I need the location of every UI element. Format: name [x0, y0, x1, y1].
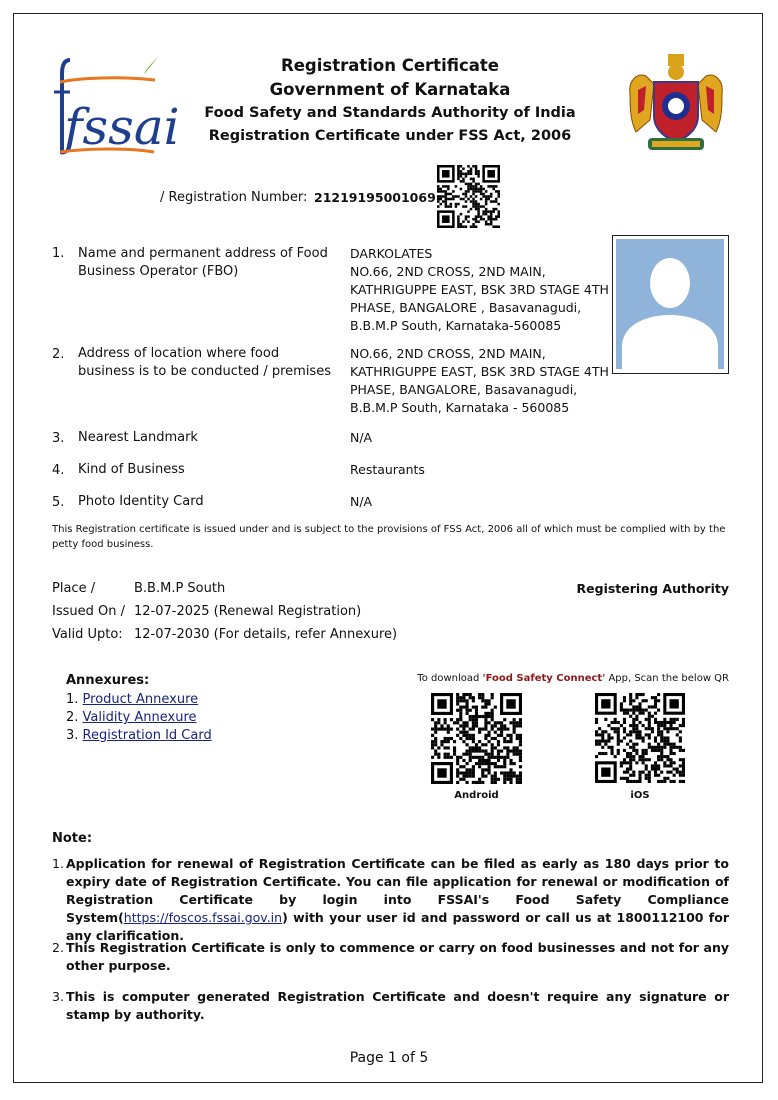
product-annexure-link[interactable]: Product Annexure: [82, 692, 199, 707]
registration-number-label: / Registration Number:: [160, 190, 308, 205]
row-1-value: DARKOLATES NO.66, 2ND CROSS, 2ND MAIN, KATHRIGUPPE EAST, BSK 3RD STAGE 4TH PHASE, BANGALORE , Basavanagudi, B.B.M.P South, Karnataka-560085: [350, 246, 609, 333]
annexures-heading: Annexures:: [66, 673, 150, 688]
registration-number: 21219195001069: [314, 190, 436, 205]
row-3-value: N/A: [350, 430, 373, 445]
row-2-value: NO.66, 2ND CROSS, 2ND MAIN, KATHRIGUPPE EAST, BSK 3RD STAGE 4TH PHASE, BANGALORE, Basavanagudi, B.B.M.P South, Karnataka - 560085: [350, 346, 609, 415]
ios-qr-code[interactable]: [595, 693, 685, 783]
place-value: B.B.M.P South: [134, 581, 226, 596]
row-4-label: Kind of Business: [78, 462, 185, 477]
row-2-number: 2.: [52, 347, 65, 362]
issued-on-value: 12-07-2025 (Renewal Registration): [134, 604, 362, 619]
page-number: Page 1 of 5: [349, 1050, 429, 1066]
row-5-value: N/A: [350, 494, 373, 509]
note-1: 1. Application for renewal of Registration Certificate can be filed as early as 180 days prior to expiry date of Registration Certificate. You can file application for renewal or modification of Registration Certificate by login into FSSAI's Food Safety Compliance System(https://foscos.fssai.gov.in) with your user id and password or call us at 1800112100 for any clarification.: [52, 856, 729, 943]
registration-id-card-link[interactable]: Registration Id Card: [82, 728, 212, 743]
foscos-link[interactable]: https://foscos.fssai.gov.in: [123, 910, 283, 925]
title-act: Registration Certificate under FSS Act, 2006: [208, 128, 572, 144]
app-download-text: To download 'Food Safety Connect' App, Scan the below QR: [417, 673, 729, 684]
note-3: 3. This is computer generated Registration Certificate and doesn't require any signature or stamp by authority.: [52, 989, 729, 1022]
app-name: 'Food Safety Connect': [482, 673, 606, 684]
note-heading: Note:: [52, 831, 93, 846]
issued-on-label: Issued On /: [52, 604, 125, 619]
place-label: Place /: [52, 581, 96, 596]
row-4-value: Restaurants: [350, 462, 425, 477]
android-label: Android: [454, 790, 499, 801]
note-2: 2. This Registration Certificate is only to commence or carry on food businesses and not for any other purpose.: [52, 940, 729, 973]
row-3-number: 3.: [52, 431, 65, 446]
disclaimer-text: This Registration certificate is issued under and is subject to the provisions of FSS Act, 2006 all of which must be complied with by the petty food business.: [52, 524, 726, 550]
row-5-number: 5.: [52, 495, 65, 510]
row-1-label: Name and permanent address of Food Business Operator (FBO): [78, 246, 328, 279]
ios-label: iOS: [630, 790, 650, 801]
registration-qr-code[interactable]: [437, 165, 500, 228]
fssai-logo: [50, 52, 180, 162]
row-1-number: 1.: [52, 246, 65, 261]
registering-authority: Registering Authority: [576, 581, 729, 596]
fssai-logo-text: fssai: [64, 98, 180, 156]
android-qr-code[interactable]: [431, 693, 522, 784]
title-fssai-full: Food Safety and Standards Authority of India: [204, 105, 576, 121]
title-government: Government of Karnataka: [269, 80, 511, 99]
person-silhouette-icon: [616, 239, 724, 369]
validity-annexure-link[interactable]: Validity Annexure: [82, 710, 197, 725]
title-registration-certificate: Registration Certificate: [281, 56, 499, 75]
annexures-list: 1. Product Annexure 2. Validity Annexure 3. Registration Id Card: [66, 692, 212, 743]
karnataka-emblem: [624, 50, 728, 156]
valid-upto-value: 12-07-2030 (For details, refer Annexure): [134, 627, 398, 642]
valid-upto-label: Valid Upto:: [52, 627, 123, 642]
photo-frame: [612, 235, 729, 374]
row-4-number: 4.: [52, 463, 65, 478]
row-5-label: Photo Identity Card: [78, 494, 204, 509]
row-2-label: Address of location where food business is to be conducted / premises: [78, 346, 331, 379]
row-3-label: Nearest Landmark: [78, 430, 198, 445]
